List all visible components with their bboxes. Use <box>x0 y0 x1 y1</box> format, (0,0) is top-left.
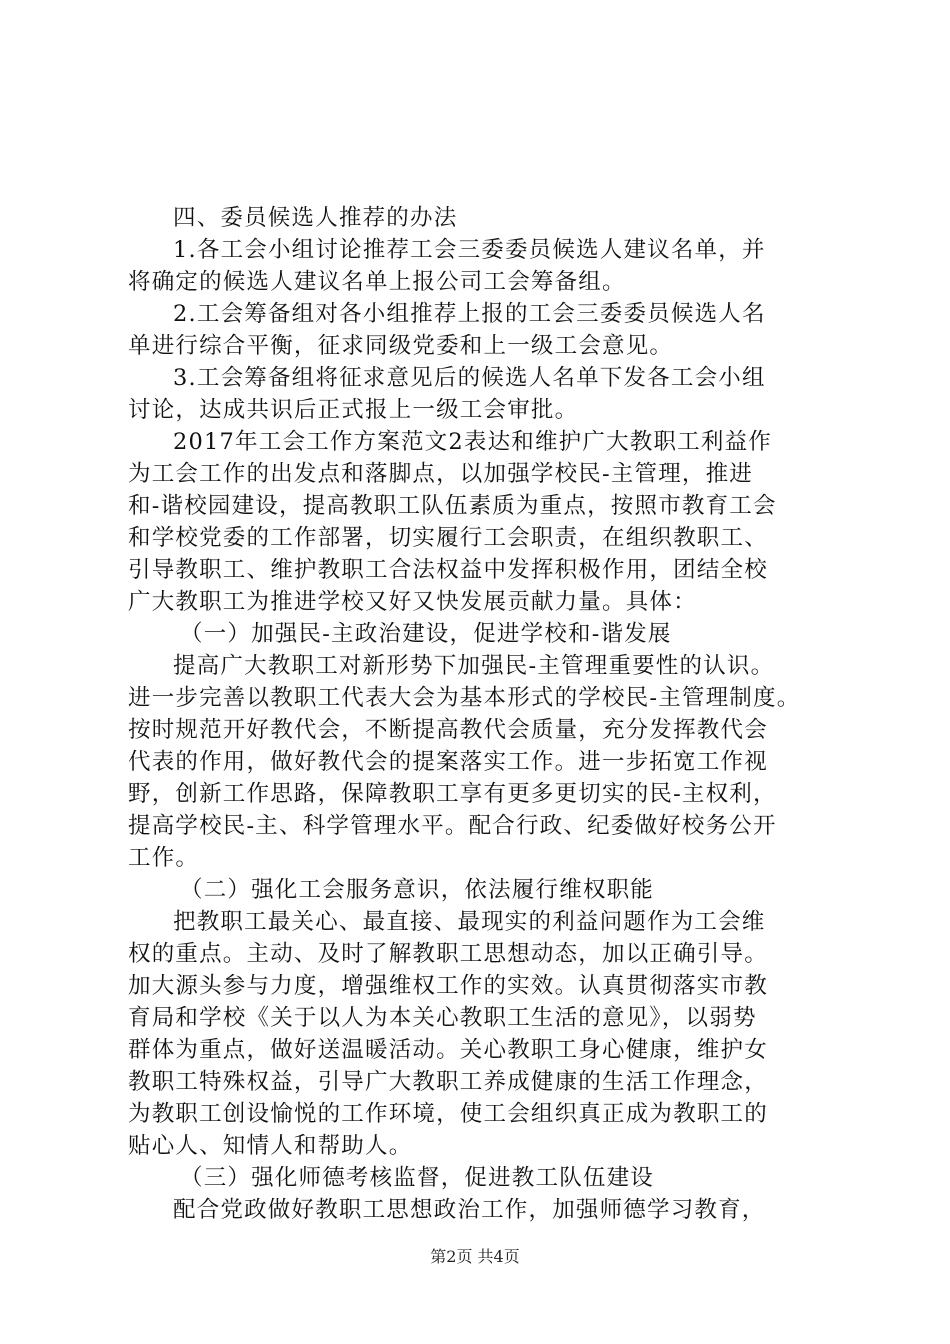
paragraph-line: 教职工特殊权益，引导广大教职工养成健康的生活工作理念， <box>128 1069 768 1095</box>
paragraph-line: 广大教职工为推进学校又好又快发展贡献力量。具体： <box>128 589 697 615</box>
paragraph-line: 为工会工作的出发点和落脚点，以加强学校民-主管理，推进 <box>128 461 754 487</box>
paragraph-line: 代表的作用，做好教代会的提案落实工作。进一步拓宽工作视 <box>128 749 768 775</box>
paragraph-line: 野，创新工作思路，保障教职工享有更多更切实的民-主权利， <box>128 781 777 807</box>
paragraph-line: 3.工会筹备组将征求意见后的候选人名单下发各工会小组 <box>173 365 766 391</box>
paragraph-line: 提高广大教职工对新形势下加强民-主管理重要性的认识。 <box>173 653 775 679</box>
paragraph-line: 加大源头参与力度，增强维权工作的实效。认真贯彻落实市教 <box>128 973 768 999</box>
subsection-heading-3: （三）强化师德考核监督，促进教工队伍建设 <box>180 1165 655 1191</box>
document-body <box>128 202 840 1226</box>
paragraph-line: 进一步完善以教职工代表大会为基本形式的学校民-主管理制度。 <box>128 685 801 711</box>
subsection-heading-1: （一）加强民-主政治建设，促进学校和-谐发展 <box>180 621 672 647</box>
paragraph-line: 和学校党委的工作部署，切实履行工会职责，在组织教职工、 <box>128 525 768 551</box>
paragraph-line: 单进行综合平衡，征求同级党委和上一级工会意见。 <box>128 333 674 359</box>
section-heading-4: 四、委员候选人推荐的办法 <box>173 205 458 231</box>
paragraph-line: 引导教职工、维护教职工合法权益中发挥积极作用，团结全校 <box>128 557 768 583</box>
paragraph-line: 2017年工会工作方案范文2表达和维护广大教职工利益作 <box>173 429 772 455</box>
paragraph-line: 育局和学校《关于以人为本关心教职工生活的意见》，以弱势 <box>128 1005 757 1031</box>
paragraph-line: 权的重点。主动、及时了解教职工思想动态，加以正确引导。 <box>128 941 768 967</box>
paragraph-line: 配合党政做好教职工思想政治工作，加强师德学习教育， <box>173 1197 766 1223</box>
paragraph-line: 群体为重点，做好送温暖活动。关心教职工身心健康，维护女 <box>128 1037 768 1063</box>
paragraph-line: 为教职工创设愉悦的工作环境，使工会组织真正成为教职工的 <box>128 1101 768 1127</box>
paragraph-line: 把教职工最关心、最直接、最现实的利益问题作为工会维 <box>173 909 766 935</box>
paragraph-line: 按时规范开好教代会，不断提高教代会质量，充分发挥教代会 <box>128 717 768 743</box>
paragraph-line: 讨论，达成共识后正式报上一级工会审批。 <box>128 397 579 423</box>
paragraph-line: 2.工会筹备组对各小组推荐上报的工会三委委员候选人名 <box>173 301 766 327</box>
paragraph-line: 贴心人、知情人和帮助人。 <box>128 1133 413 1159</box>
paragraph-line: 将确定的候选人建议名单上报公司工会筹备组。 <box>128 269 626 295</box>
page-number-footer: 第2页 共4页 <box>430 1247 520 1266</box>
paragraph-line: 工作。 <box>128 845 200 871</box>
paragraph-line: 和-谐校园建设，提高教职工队伍素质为重点，按照市教育工会 <box>128 493 777 519</box>
subsection-heading-2: （二）强化工会服务意识，依法履行维权职能 <box>180 877 655 903</box>
paragraph-line: 提高学校民-主、科学管理水平。配合行政、纪委做好校务公开 <box>128 813 777 839</box>
paragraph-line: 1.各工会小组讨论推荐工会三委委员候选人建议名单，并 <box>173 237 766 263</box>
